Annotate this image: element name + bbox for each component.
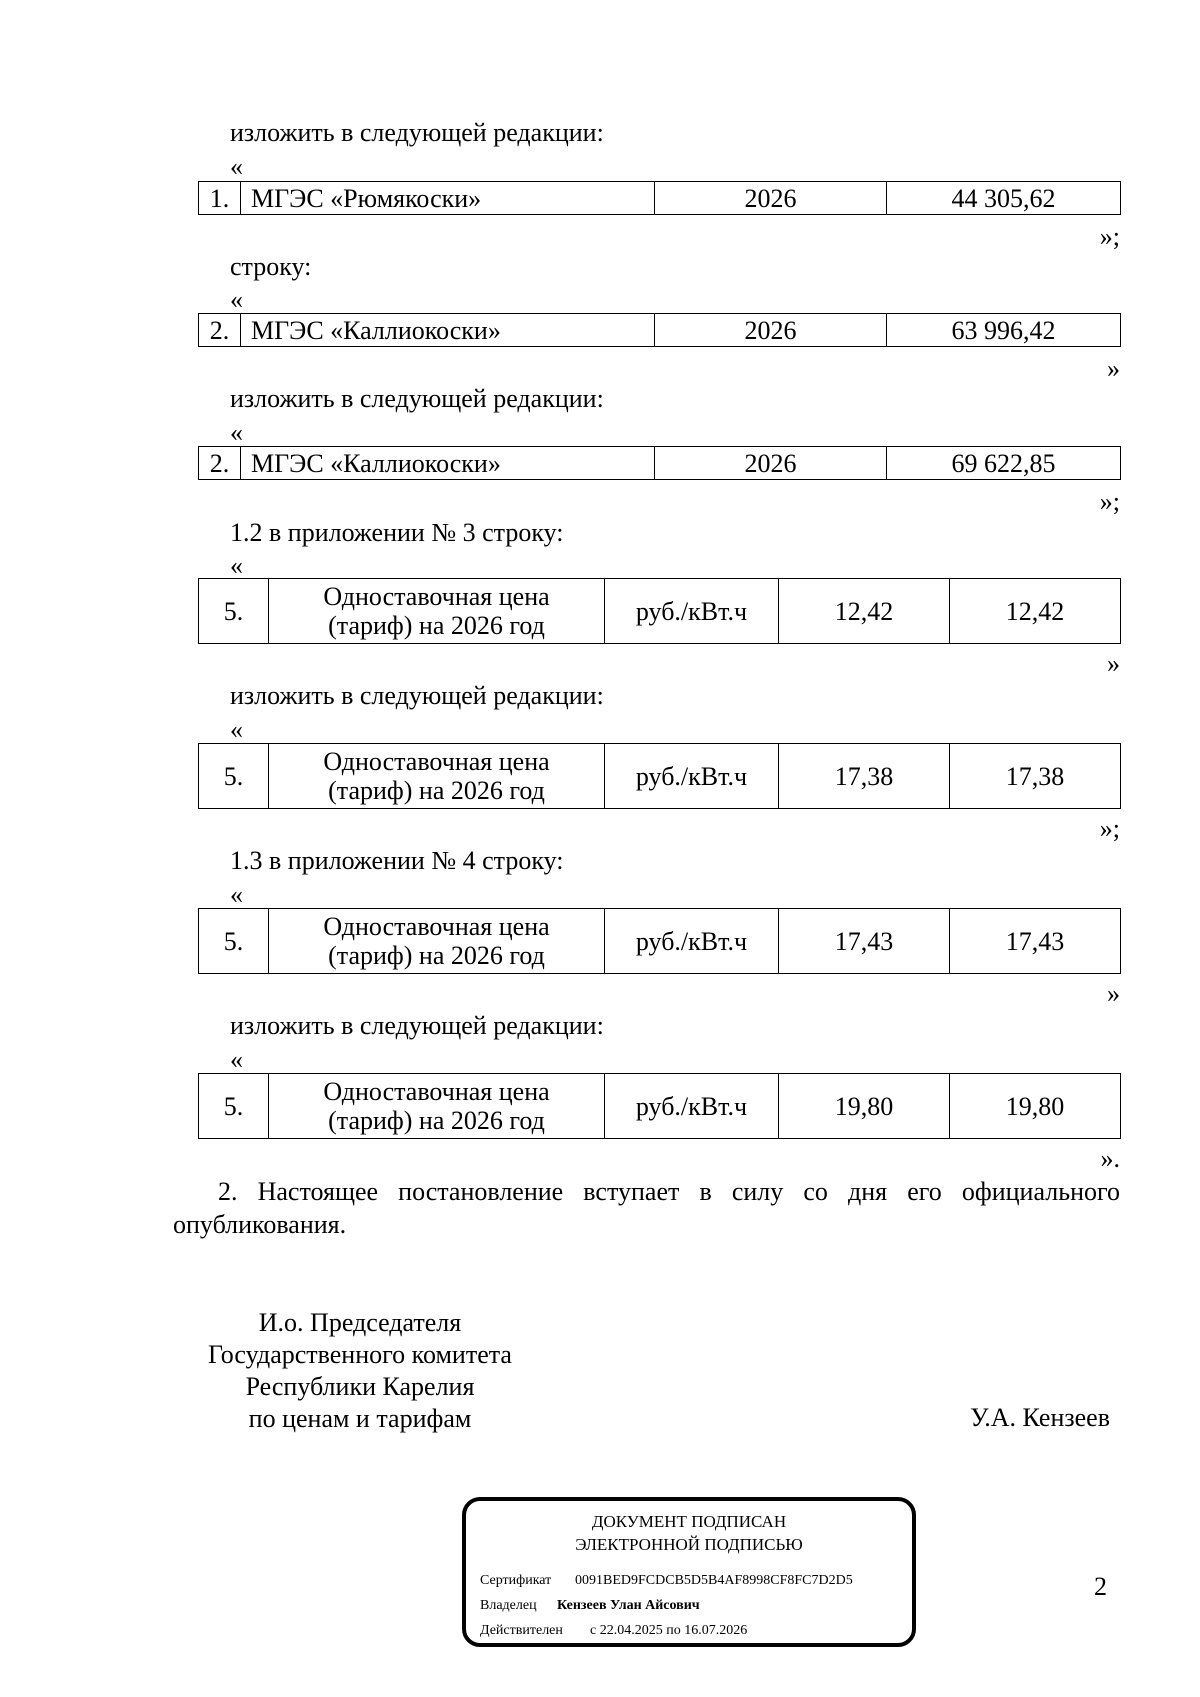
value-cell: 17,43 <box>950 909 1121 974</box>
valid-value: с 22.04.2025 по 16.07.2026 <box>590 1623 748 1638</box>
value-cell: 17,38 <box>950 744 1121 809</box>
cert-label: Сертификат <box>480 1573 552 1588</box>
final-paragraph: 2. Настоящее постановление вступает в силу со дня его официального опубликования. <box>173 1177 1120 1239</box>
table-row <box>198 578 1121 644</box>
row-number: 1. <box>199 182 241 215</box>
row-number: 2. <box>199 314 241 347</box>
table-row <box>198 1073 1121 1139</box>
station-name: МГЭС «Каллиокоски» <box>241 314 655 347</box>
tariff-name <box>269 579 605 644</box>
value-cell: 19,80 <box>779 1074 950 1139</box>
close-quote: ». <box>1100 1144 1120 1173</box>
table-row <box>198 908 1121 974</box>
close-quote: »; <box>1099 487 1120 516</box>
signatory-line: И.о. Председателя <box>258 1308 462 1337</box>
value-cell: 12,42 <box>950 579 1121 644</box>
signatory-line: Государственного комитета <box>208 1340 512 1369</box>
station-name: МГЭС «Рюмякоски» <box>241 182 655 215</box>
table-row <box>198 446 1121 480</box>
close-quote: » <box>1107 979 1120 1008</box>
instruction-text: изложить в следующей редакции: <box>230 118 604 147</box>
year-cell: 2026 <box>655 447 887 480</box>
electronic-signature-stamp <box>462 1497 916 1647</box>
signatory-name: У.А. Кензеев <box>970 1403 1110 1432</box>
year-cell: 2026 <box>655 182 887 215</box>
close-quote: » <box>1107 649 1120 678</box>
tariff-name-line1: Одноставочная цена <box>323 747 550 776</box>
valid-label: Действителен <box>480 1623 563 1638</box>
unit-cell: руб./кВт.ч <box>605 579 779 644</box>
open-quote: « <box>230 285 243 314</box>
row-number: 5. <box>199 579 269 644</box>
close-quote: »; <box>1099 814 1120 843</box>
close-quote: »; <box>1099 222 1120 251</box>
tariff-name-line2: (тариф) на 2026 год <box>328 941 545 970</box>
signatory-line: Республики Карелия <box>245 1372 475 1401</box>
value-cell: 17,43 <box>779 909 950 974</box>
row-number: 2. <box>199 447 241 480</box>
table-row <box>198 743 1121 809</box>
unit-cell: руб./кВт.ч <box>605 744 779 809</box>
open-quote: « <box>230 715 243 744</box>
stamp-title: ЭЛЕКТРОННОЙ ПОДПИСЬЮ <box>575 1535 803 1554</box>
owner-value: Кензеев Улан Айсович <box>557 1598 700 1613</box>
signatory-line: по ценам и тарифам <box>248 1404 472 1433</box>
tariff-name-line2: (тариф) на 2026 год <box>328 611 545 640</box>
tariff-name <box>269 1074 605 1139</box>
tariff-name <box>269 909 605 974</box>
instruction-text: строку: <box>230 252 312 281</box>
year-cell: 2026 <box>655 314 887 347</box>
row-number: 5. <box>199 909 269 974</box>
open-quote: « <box>230 551 243 580</box>
row-number: 5. <box>199 1074 269 1139</box>
table-row <box>198 313 1121 347</box>
value-cell: 69 622,85 <box>887 447 1121 480</box>
owner-label: Владелец <box>480 1598 537 1613</box>
station-name: МГЭС «Каллиокоски» <box>241 447 655 480</box>
open-quote: « <box>230 1045 243 1074</box>
tariff-name-line2: (тариф) на 2026 год <box>328 776 545 805</box>
row-number: 5. <box>199 744 269 809</box>
value-cell: 44 305,62 <box>887 182 1121 215</box>
unit-cell: руб./кВт.ч <box>605 909 779 974</box>
tariff-name-line1: Одноставочная цена <box>323 1077 550 1106</box>
open-quote: « <box>230 880 243 909</box>
value-cell: 63 996,42 <box>887 314 1121 347</box>
table-row <box>198 181 1121 215</box>
section-heading: 1.2 в приложении № 3 строку: <box>230 518 564 547</box>
value-cell: 17,38 <box>779 744 950 809</box>
tariff-name <box>269 744 605 809</box>
section-heading: 1.3 в приложении № 4 строку: <box>230 846 564 875</box>
tariff-name-line1: Одноставочная цена <box>323 912 550 941</box>
open-quote: « <box>230 152 243 181</box>
signatory-title <box>160 1307 560 1435</box>
instruction-text: изложить в следующей редакции: <box>230 1011 604 1040</box>
tariff-name-line2: (тариф) на 2026 год <box>328 1106 545 1135</box>
instruction-text: изложить в следующей редакции: <box>230 384 604 413</box>
value-cell: 12,42 <box>779 579 950 644</box>
stamp-title: ДОКУМЕНТ ПОДПИСАН <box>591 1512 787 1531</box>
value-cell: 19,80 <box>950 1074 1121 1139</box>
cert-value: 0091BED9FCDCB5D5B4AF8998CF8FC7D2D5 <box>575 1573 853 1588</box>
page-number: 2 <box>1094 1572 1107 1601</box>
instruction-text: изложить в следующей редакции: <box>230 681 604 710</box>
tariff-name-line1: Одноставочная цена <box>323 582 550 611</box>
unit-cell: руб./кВт.ч <box>605 1074 779 1139</box>
close-quote: » <box>1107 354 1120 383</box>
open-quote: « <box>230 418 243 447</box>
